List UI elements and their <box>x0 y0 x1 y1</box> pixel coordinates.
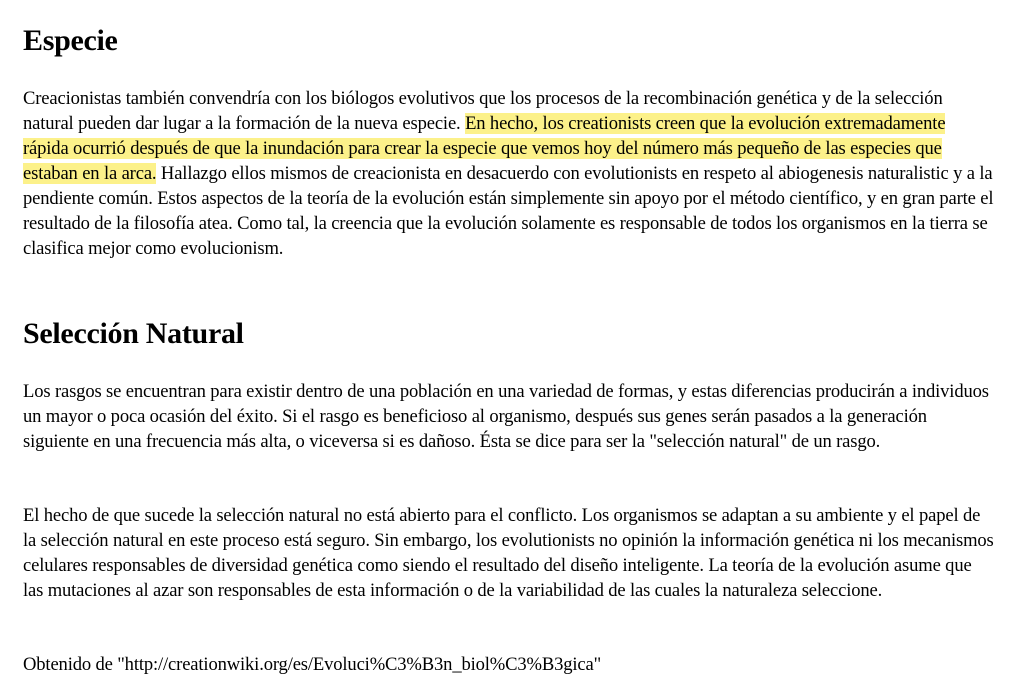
paragraph-text: Creacionistas también convendría con los biólogos evolutivos que los procesos de la recombinación genética y de la selección natural pueden dar lugar a la formación de la nueva especie. <box>23 88 943 134</box>
highlighted-text[interactable]: En hecho, los creationists creen que la evolución extremadamente rápida ocurrió después de que la inundación para crear la especie que vemos hoy del número más pequeño de las especies que estaban en la arca. <box>23 113 946 184</box>
source-footer: Obtenido de "http://creationwiki.org/es/Evoluci%C3%B3n_biol%C3%B3gica" <box>23 654 602 675</box>
paragraph-seleccion-2: El hecho de que sucede la selección natural no está abierto para el conflicto. Los organismos se adaptan a su ambiente y el papel de la selección natural en este proceso está seguro. Sin embargo, los evolutionists no opinión la información genética ni los mecanismos celulares responsables de diversidad genética como siendo el resultado del diseño inteligente. La teoría de la evolución asume que las mutaciones al azar son responsables de esta información o de la variabilidad de las cuales la naturaleza seleccione. <box>23 505 994 601</box>
paragraph-seleccion-1: Los rasgos se encuentran para existir dentro de una población en una variedad de formas, y estas diferencias producirán a individuos un mayor o poca ocasión del éxito. Si el rasgo es beneficioso al organismo, después sus genes serán pasados a la generación siguiente en una frecuencia más alta, o viceversa si es dañoso. Ésta se dice para ser la "selección natural" de un rasgo. <box>23 381 989 452</box>
section-heading-seleccion-natural: Selección Natural <box>23 317 244 350</box>
paragraph-text: Hallazgo ellos mismos de creacionista en desacuerdo con evolutionists en respeto al abiogenesis naturalistic y a la pendiente común. Estos aspectos de la teoría de la evolución están simplemente sin apoyo por el método científico, y en gran parte el resultado de la filosofía atea. Como tal, la creencia que la evolución solamente es responsable de todos los organismos en la tierra se clasifica mejor como evolucionism. <box>23 163 994 259</box>
paragraph-especie <box>23 86 995 261</box>
section-heading-especie: Especie <box>23 24 118 57</box>
